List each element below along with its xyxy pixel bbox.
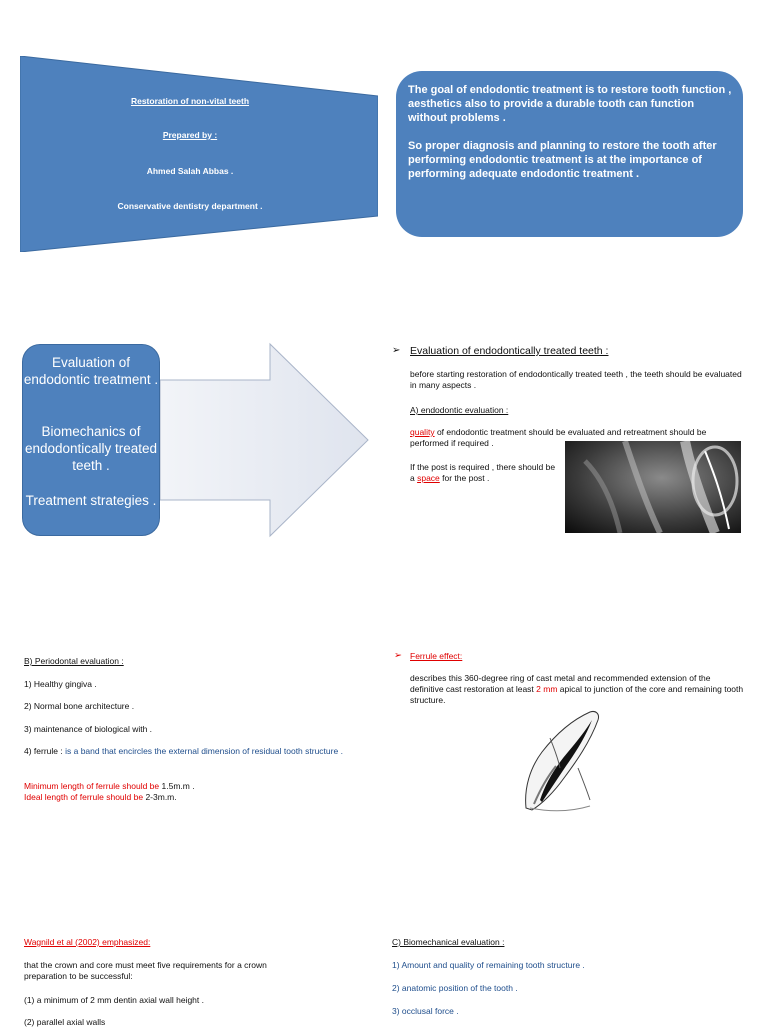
biomechanical-heading: C) Biomechanical evaluation : — [392, 937, 505, 947]
periodontal-item-2: 2) Normal bone architecture . — [24, 701, 135, 711]
ferrule-text-post: apical to junction of the core and remaining tooth structure. — [410, 684, 744, 705]
ferrule-text-pre: describes this 360-degree ring of cast metal and recommended extension of the definitive cast restoration at least — [410, 673, 711, 694]
space-word: space — [417, 473, 440, 483]
biomechanical-item-3: 3) occlusal force . — [392, 1006, 459, 1016]
endodontic-eval-heading: A) endodontic evaluation : — [410, 405, 509, 415]
right-arrow-shape — [160, 342, 370, 538]
ferrule-minimum — [24, 781, 195, 792]
ferrule-definition: is a band that encircles the external dimension of residual tooth structure . — [65, 746, 343, 756]
quality-rest: of endodontic treatment should be evaluated and retreatment should be performed if required . — [410, 427, 707, 448]
title-banner-shape — [20, 56, 378, 252]
topic-strategies: Treatment strategies . — [25, 493, 157, 508]
topic-evaluation: Evaluation of endodontic treatment . — [23, 355, 159, 387]
periodontal-item-3: 3) maintenance of biological with . — [24, 724, 153, 734]
ferrule-effect-heading: Ferrule effect: — [410, 651, 463, 661]
ferrule-label: 4) ferrule : — [24, 746, 66, 756]
ferrule-bullet-icon: ➢ — [394, 650, 402, 661]
wagnild-item-2: (2) parallel axial walls — [24, 1017, 106, 1027]
periodontal-item-4 — [24, 746, 354, 757]
wagnild-heading: Wagnild et al (2002) emphasized: — [24, 937, 151, 947]
quality-word: quality — [410, 427, 435, 437]
prepared-by-label: Prepared by : — [162, 130, 218, 140]
ferrule-ideal — [24, 792, 177, 803]
biomechanical-item-2: 2) anatomic position of the tooth . — [392, 983, 518, 993]
ferrule-ideal-value: 2-3m.m. — [145, 792, 177, 802]
goal-paragraph-2: So proper diagnosis and planning to restore the tooth after performing endodontic treatment is at the importance of performing adequate endodontic treatment . — [408, 140, 717, 180]
evaluation-heading: Evaluation of endodontically treated teeth : — [410, 345, 609, 357]
department-name: Conservative dentistry department . — [117, 201, 263, 211]
ferrule-tooth-diagram — [520, 708, 604, 813]
ferrule-min-value: 1.5m.m . — [161, 781, 195, 791]
dental-xray-image — [565, 441, 741, 533]
author-name: Ahmed Salah Abbas . — [146, 166, 234, 176]
post-paragraph — [410, 462, 558, 484]
goal-paragraph-1: The goal of endodontic treatment is to restore tooth function , aesthetics also to provide a durable tooth can function without problems . — [408, 84, 732, 124]
post-suffix: for the post . — [439, 473, 490, 483]
wagnild-intro: that the crown and core must meet five requirements for a crown preparation to be successful: — [24, 960, 267, 981]
presentation-title: Restoration of non-vital teeth — [130, 96, 250, 106]
ferrule-min-label: Minimum length of ferrule should be — [24, 781, 162, 791]
topic-biomechanics: Biomechanics of endodontically treated teeth . — [24, 424, 158, 473]
ferrule-effect-text — [410, 673, 745, 706]
wagnild-item-1: (1) a minimum of 2 mm dentin axial wall height . — [24, 995, 204, 1005]
biomechanical-item-1: 1) Amount and quality of remaining tooth structure . — [392, 960, 585, 970]
periodontal-item-1: 1) Healthy gingiva . — [24, 679, 97, 689]
ferrule-text-red: 2 mm — [536, 684, 558, 694]
bullet-arrow-icon: ➢ — [392, 345, 401, 356]
post-prefix: If the post is required , there should be a — [410, 462, 556, 483]
periodontal-heading: B) Periodontal evaluation : — [24, 656, 124, 666]
ferrule-ideal-label: Ideal length of ferrule should be — [24, 792, 146, 802]
evaluation-intro: before starting restoration of endodontically treated teeth , the teeth should be evaluated in many aspects . — [410, 369, 742, 390]
